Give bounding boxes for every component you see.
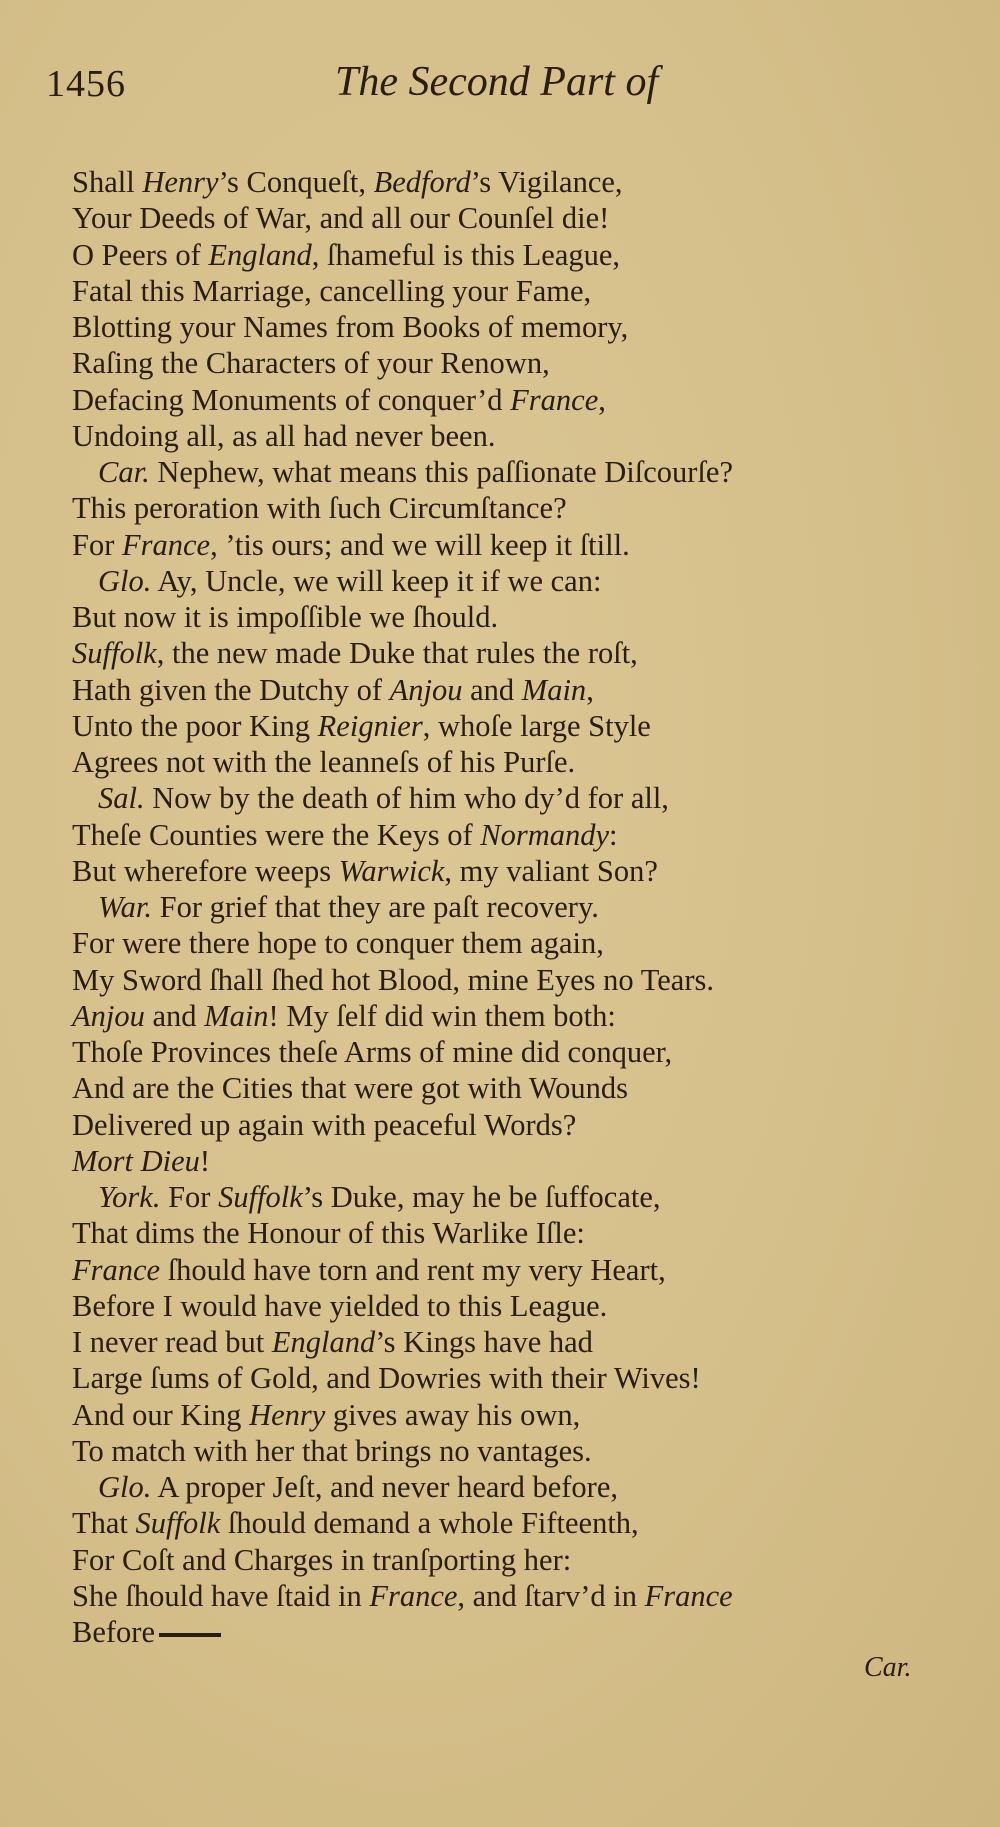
text: , [586, 672, 594, 707]
text: , [598, 382, 606, 417]
italic-text: Reignier [317, 708, 423, 743]
text: That dims the Honour of this Warlike Iſle: [72, 1216, 585, 1251]
verse-text [72, 164, 952, 1650]
verse-line [72, 1397, 952, 1433]
verse-line [72, 382, 952, 418]
italic-text: York. [98, 1180, 161, 1214]
text: ! [199, 1143, 211, 1178]
text: Fatal this Marriage, cancelling your Fame, [72, 273, 592, 308]
italic-text: Mort Dieu [72, 1143, 200, 1178]
verse-line [72, 237, 952, 273]
page-number: 1456 [46, 63, 126, 105]
text: My Sword ſhall ſhed hot Blood, mine Eyes no Tears. [72, 962, 714, 997]
italic-text: Anjou [72, 998, 145, 1033]
verse-line [72, 780, 952, 816]
text: , the new made Duke that rules the roſt, [156, 636, 638, 671]
text: But now it is impoſſible we ſhould. [72, 600, 499, 634]
verse-line [72, 635, 952, 671]
italic-text: Suffolk [135, 1506, 221, 1541]
italic-text: England [208, 237, 312, 272]
text: , my valiant Son? [444, 853, 658, 888]
verse-line [72, 309, 952, 345]
text: , and ſtarv’d in [457, 1578, 645, 1613]
text: and [144, 998, 205, 1033]
text: Agrees not with the leanneſs of his Purſe. [72, 745, 576, 779]
verse-line [72, 672, 952, 708]
text: Defacing Monuments of conquer’d [72, 382, 511, 417]
verse-line [72, 1034, 952, 1070]
verse-line [72, 1143, 952, 1179]
italic-text: Suffolk [218, 1180, 303, 1214]
italic-text: Glo. [98, 563, 152, 598]
verse-line [72, 563, 952, 599]
text: Before [72, 1615, 155, 1649]
text: and [462, 672, 522, 707]
verse-line [72, 925, 952, 961]
text: ſhould have torn and rent my very Heart, [160, 1252, 666, 1287]
text: That [72, 1506, 136, 1541]
text: ’s Conqueſt, [218, 165, 374, 199]
verse-line [72, 1288, 952, 1324]
running-title: The Second Part of [335, 59, 659, 105]
text: Ay, Uncle, we will keep it if we can: [151, 563, 602, 598]
text: For grief that they are paſt recovery. [151, 890, 599, 924]
italic-text: France [510, 382, 599, 417]
text: For [72, 527, 122, 562]
text: Nephew, what means this paſſionate Diſcourſe? [149, 455, 733, 489]
em-dash-rule [159, 1633, 221, 1637]
italic-text: Main [521, 672, 587, 707]
text: , ’tis ours; and we will keep it ſtill. [210, 527, 630, 562]
verse-line [72, 1578, 952, 1614]
text: For [160, 1180, 219, 1214]
text: And our King [72, 1397, 250, 1432]
verse-line [72, 962, 952, 998]
italic-text: France [72, 1252, 161, 1287]
verse-line [72, 1252, 952, 1288]
verse-line [72, 1614, 952, 1650]
verse-line [72, 889, 952, 925]
verse-line [72, 1469, 952, 1505]
italic-text: War. [98, 890, 152, 924]
verse-line [72, 418, 952, 454]
text: For Coſt and Charges in tranſporting her: [72, 1542, 572, 1577]
italic-text: Suffolk [72, 636, 157, 671]
text: Thoſe Provinces theſe Arms of mine did conquer, [72, 1035, 673, 1069]
italic-text: Normandy [480, 817, 610, 852]
verse-line [72, 1542, 952, 1578]
text: Shall [72, 165, 143, 199]
text: Undoing all, as all had never been. [72, 418, 496, 453]
verse-line [72, 490, 952, 526]
verse-line [72, 1179, 952, 1215]
text: For were there hope to conquer them again, [72, 926, 604, 961]
text: And are the Cities that were got with Wounds [72, 1071, 629, 1106]
italic-text: France [644, 1578, 733, 1613]
verse-line [72, 1360, 952, 1396]
italic-text: Glo. [98, 1470, 152, 1504]
italic-text: Warwick [338, 853, 445, 888]
verse-line [72, 708, 952, 744]
text: I never read but [72, 1325, 272, 1359]
verse-line [72, 744, 952, 780]
verse-line [72, 273, 952, 309]
text: She ſhould have ſtaid in [72, 1578, 370, 1613]
text: Hath given the Dutchy of [72, 672, 390, 707]
text: ! My ſelf did win them both: [268, 998, 616, 1033]
verse-line [72, 454, 952, 490]
verse-line [72, 817, 952, 853]
verse-line [72, 164, 952, 200]
text: ’s Kings have had [375, 1325, 593, 1359]
text: Your Deeds of War, and all our Counſel die! [72, 201, 610, 236]
verse-line [72, 527, 952, 563]
text: , ſhameful is this League, [311, 237, 621, 272]
italic-text: France [369, 1578, 458, 1613]
italic-text: France [122, 527, 211, 562]
text: Raſing the Characters of your Renown, [72, 346, 550, 381]
verse-line [72, 1215, 952, 1251]
verse-line [72, 1107, 952, 1143]
text: Delivered up again with peaceful Words? [72, 1107, 577, 1142]
text: gives away his own, [325, 1397, 581, 1432]
italic-text: Henry [142, 165, 219, 199]
italic-text: Car. [98, 455, 150, 489]
italic-text: Anjou [389, 672, 463, 707]
verse-line [72, 1433, 952, 1469]
italic-text: Bedford [373, 165, 471, 199]
text: But wherefore weeps [72, 853, 339, 888]
text: Now by the death of him who dy’d for all, [144, 781, 669, 816]
text: , whoſe large Style [422, 708, 651, 743]
verse-line [72, 1505, 952, 1541]
catchword: Car. [864, 1652, 912, 1683]
text: Blotting your Names from Books of memory, [72, 310, 629, 344]
verse-line [72, 853, 952, 889]
verse-line [72, 200, 952, 236]
verse-line [72, 345, 952, 381]
italic-text: Henry [249, 1397, 326, 1432]
text: : [609, 817, 618, 852]
text: ’s Duke, may he be ſuffocate, [302, 1180, 661, 1214]
text: ’s Vigilance, [470, 165, 623, 199]
text: O Peers of [72, 237, 209, 272]
verse-line [72, 1070, 952, 1106]
verse-line [72, 998, 952, 1034]
text: To match with her that brings no vantages. [72, 1433, 592, 1468]
verse-line [72, 1324, 952, 1360]
italic-text: Main [204, 998, 269, 1033]
text: Unto the poor King [72, 708, 318, 743]
text: ſhould demand a whole Fifteenth, [220, 1506, 639, 1541]
text: Theſe Counties were the Keys of [72, 817, 481, 852]
verse-line [72, 599, 952, 635]
text: This peroration with ſuch Circumſtance? [72, 491, 567, 526]
italic-text: Sal. [98, 781, 145, 816]
italic-text: England [271, 1325, 376, 1359]
text: Before I would have yielded to this League. [72, 1288, 608, 1323]
text: A proper Jeſt, and never heard before, [151, 1470, 619, 1504]
text: Large ſums of Gold, and Dowries with their Wives! [72, 1361, 701, 1396]
